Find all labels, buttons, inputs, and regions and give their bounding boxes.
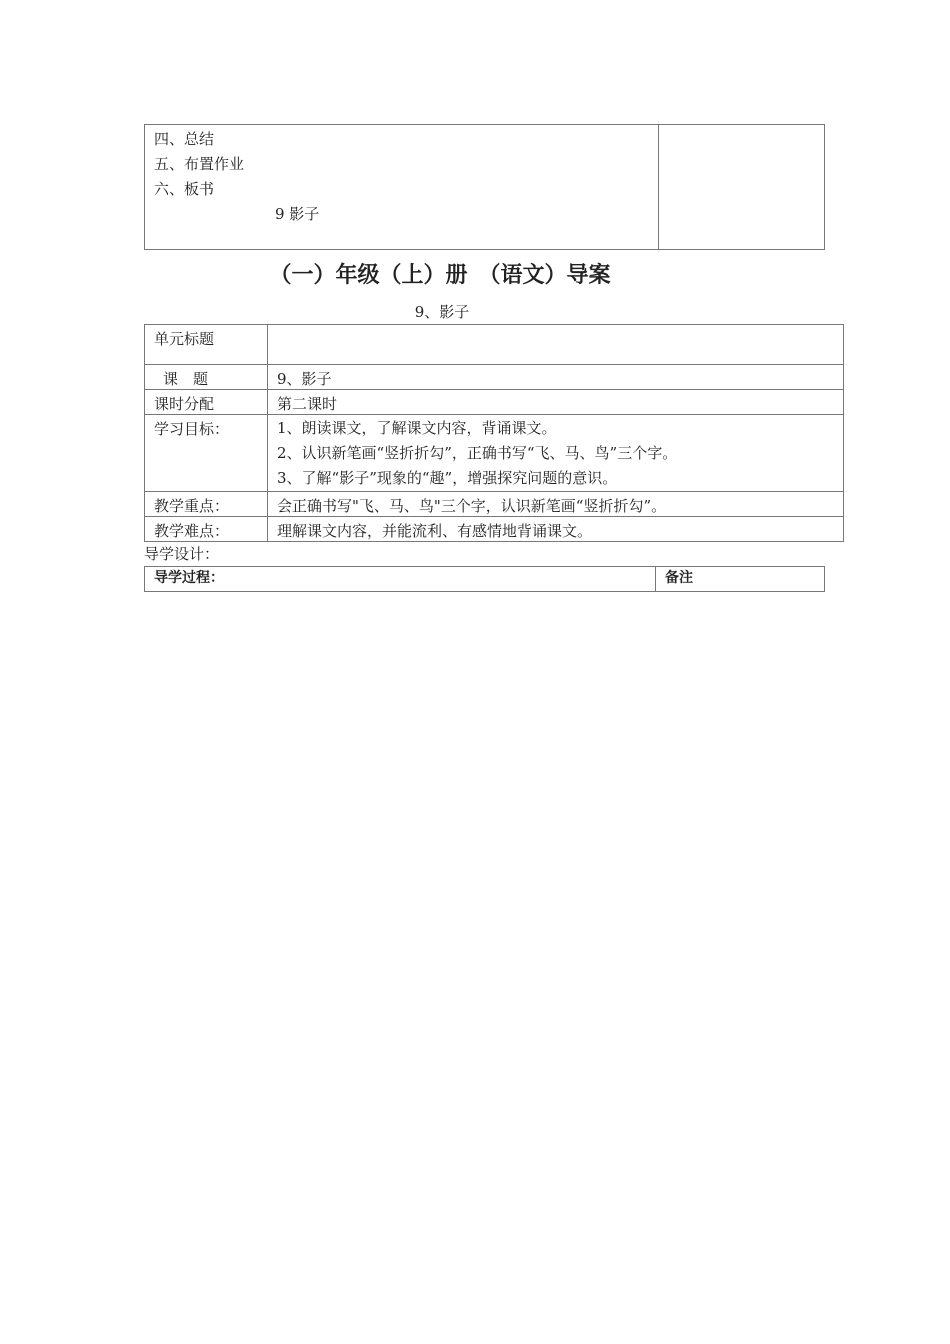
key-points-label: 教学重点： (145, 492, 268, 517)
objective-item: 2、认识新笔画“竖折折勾”，正确书写“飞、马、鸟”三个字。 (277, 444, 678, 462)
objectives-value (268, 415, 844, 492)
lesson-info-table (144, 324, 844, 542)
board-title: 9 影子 (275, 205, 320, 223)
notes-cell (658, 125, 824, 250)
period-label: 课时分配 (145, 390, 268, 415)
step-blackboard: 六、板书 (154, 180, 215, 198)
lesson-steps-table (144, 124, 825, 250)
lesson-steps-cell (145, 125, 659, 250)
design-label: 导学设计： (144, 545, 220, 563)
process-table (144, 566, 825, 592)
lesson-value: 9、影子 (268, 365, 844, 390)
period-value: 第二课时 (268, 390, 844, 415)
lesson-subtitle: 9、影子 (414, 303, 470, 321)
notes-header: 备注 (656, 567, 825, 592)
objective-item: 1、朗读课文，了解课文内容，背诵课文。 (277, 419, 557, 437)
key-points-value: 会正确书写"飞、马、鸟"三个字，认识新笔画“竖折折勾”。 (268, 492, 844, 517)
objective-item: 3、了解“影子”现象的“趣”，增强探究问题的意识。 (277, 469, 618, 487)
unit-title-label: 单元标题 (145, 325, 268, 365)
document-title: （一）年级（上）册 （语文）导案 (269, 263, 611, 288)
step-homework: 五、布置作业 (154, 155, 245, 173)
step-summary: 四、总结 (154, 130, 215, 148)
objectives-label: 学习目标： (145, 415, 268, 492)
difficulties-label: 教学难点： (145, 517, 268, 542)
lesson-label: 课 题 (145, 365, 268, 390)
process-header: 导学过程： (145, 567, 656, 592)
unit-title-value (268, 325, 844, 365)
difficulties-value: 理解课文内容，并能流利、有感情地背诵课文。 (268, 517, 844, 542)
